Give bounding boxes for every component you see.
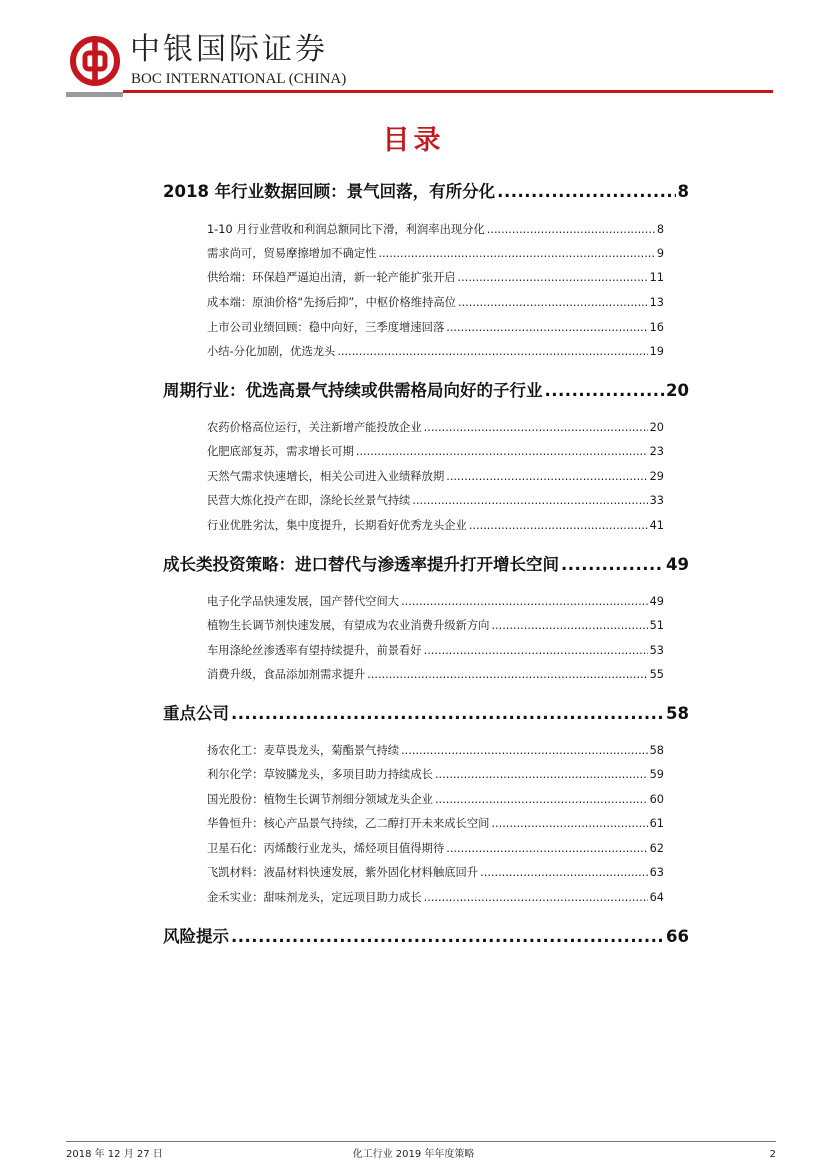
toc-leader (561, 554, 664, 576)
toc-leader (401, 594, 648, 610)
header-accent-bar (66, 92, 123, 97)
toc-item[interactable] (207, 344, 664, 360)
brand-name-cn: 中银国际证券 (130, 32, 328, 67)
toc-item-page: 41 (649, 519, 664, 532)
toc-item-page: 11 (649, 271, 664, 284)
boc-logo-icon (70, 36, 120, 86)
toc-leader (446, 841, 647, 857)
footer-page-number: 2 (769, 1149, 776, 1160)
toc-leader (446, 320, 647, 336)
toc-section[interactable] (163, 554, 689, 576)
toc-item[interactable] (207, 518, 664, 534)
toc-section-page: 58 (666, 704, 689, 723)
toc-item-page: 58 (649, 744, 664, 757)
toc-item-page: 53 (649, 644, 664, 657)
toc-item-page: 19 (649, 345, 664, 358)
toc-section[interactable] (163, 926, 689, 948)
page-title: 目录 (382, 125, 445, 156)
toc-item-title: 需求尚可，贸易摩擦增加不确定性 (207, 247, 377, 260)
toc-leader (424, 890, 648, 906)
toc-item[interactable] (207, 295, 664, 311)
toc-item[interactable] (207, 667, 664, 683)
toc-item-title: 华鲁恒升：核心产品景气持续，乙二醇打开未来成长空间 (207, 817, 490, 830)
toc-item-title: 扬农化工：麦草畏龙头，菊酯景气持续 (207, 744, 400, 757)
toc-section[interactable] (163, 181, 689, 203)
toc-item[interactable] (207, 618, 664, 634)
toc-item-title: 成本端：原油价格“先扬后抑”，中枢价格维持高位 (207, 296, 456, 309)
toc-item-page: 61 (649, 817, 664, 830)
toc-item[interactable] (207, 643, 664, 659)
toc-item-page: 23 (649, 445, 664, 458)
toc-item[interactable] (207, 493, 664, 509)
brand-name-en: BOC INTERNATIONAL (CHINA) (131, 71, 347, 87)
toc-item[interactable] (207, 444, 664, 460)
toc-leader (424, 643, 648, 659)
toc-item-title: 1-10 月行业营收和利润总额同比下滑，利润率出现分化 (207, 223, 485, 236)
toc-item-title: 植物生长调节剂快速发展，有望成为农业消费升级新方向 (207, 619, 490, 632)
toc-item[interactable] (207, 246, 664, 262)
toc-item-title: 消费升级，食品添加剂需求提升 (207, 668, 366, 681)
toc-item-page: 59 (649, 768, 664, 781)
toc-item[interactable] (207, 743, 664, 759)
toc-item-page: 20 (649, 421, 664, 434)
toc-item[interactable] (207, 594, 664, 610)
toc-item-page: 33 (649, 494, 664, 507)
toc-item[interactable] (207, 767, 664, 783)
toc-leader (545, 380, 665, 402)
toc-leader (356, 444, 648, 460)
toc-leader (378, 246, 654, 262)
toc-item[interactable] (207, 792, 664, 808)
toc-section-page: 66 (666, 927, 689, 946)
toc-section-page: 20 (666, 381, 689, 400)
toc-item-page: 13 (649, 296, 664, 309)
toc-item[interactable] (207, 890, 664, 906)
toc-leader (401, 743, 648, 759)
toc-leader (231, 926, 664, 948)
toc-item-title: 国光股份：植物生长调节剂细分领域龙头企业 (207, 793, 433, 806)
footer-date: 2018 年 12 月 27 日 (66, 1149, 163, 1160)
toc-item-page: 60 (649, 793, 664, 806)
toc-section-title: 周期行业：优选高景气持续或供需格局向好的子行业 (163, 381, 543, 400)
toc-item-title: 行业优胜劣汰，集中度提升，长期看好优秀龙头企业 (207, 519, 467, 532)
toc-leader (435, 792, 648, 808)
toc-section[interactable] (163, 703, 689, 725)
toc-item-title: 天然气需求快速增长，相关公司进入业绩释放期 (207, 470, 445, 483)
toc-item[interactable] (207, 841, 664, 857)
toc-leader (480, 865, 647, 881)
toc-item[interactable] (207, 222, 664, 238)
toc-leader (412, 493, 647, 509)
toc-item-title: 车用涤纶丝渗透率有望持续提升，前景看好 (207, 644, 422, 657)
toc-item-page: 64 (649, 891, 664, 904)
toc-item-title: 飞凯材料：液晶材料快速发展，紫外固化材料触底回升 (207, 866, 479, 879)
toc-leader (487, 222, 655, 238)
toc-section-page: 49 (666, 555, 689, 574)
toc-item-page: 62 (649, 842, 664, 855)
toc-item[interactable] (207, 469, 664, 485)
toc-leader (491, 816, 647, 832)
toc-section-page: 8 (677, 182, 689, 201)
toc-item-title: 金禾实业：甜味剂龙头，定远项目助力成长 (207, 891, 422, 904)
toc-leader (367, 667, 647, 683)
toc-item-title: 卫星石化：丙烯酸行业龙头，烯烃项目值得期待 (207, 842, 445, 855)
toc-item[interactable] (207, 270, 664, 286)
toc-item-page: 51 (649, 619, 664, 632)
toc-section-title: 重点公司 (163, 704, 229, 723)
toc-item-page: 8 (656, 223, 664, 236)
toc-leader (435, 767, 648, 783)
toc-item-page: 29 (649, 470, 664, 483)
toc-leader (337, 344, 647, 360)
toc-item[interactable] (207, 320, 664, 336)
toc-item-page: 9 (656, 247, 664, 260)
toc-item-title: 利尔化学：草铵膦龙头，多项目助力持续成长 (207, 768, 433, 781)
toc-item-title: 民营大炼化投产在即，涤纶长丝景气持续 (207, 494, 411, 507)
toc-section-title: 成长类投资策略：进口替代与渗透率提升打开增长空间 (163, 555, 559, 574)
toc-item-page: 49 (649, 595, 664, 608)
toc-leader (446, 469, 647, 485)
toc-item-page: 63 (649, 866, 664, 879)
toc-section[interactable] (163, 380, 689, 402)
toc-leader (458, 295, 648, 311)
toc-section-title: 2018 年行业数据回顾：景气回落，有所分化 (163, 182, 496, 201)
toc-leader (469, 518, 648, 534)
toc-leader (424, 420, 648, 436)
toc-leader (491, 618, 647, 634)
toc-section-title: 风险提示 (163, 927, 229, 946)
toc-item-title: 农药价格高位运行，关注新增产能投放企业 (207, 421, 422, 434)
footer-report-title: 化工行业 2019 年年度策略 (352, 1149, 475, 1160)
header-divider (123, 90, 773, 93)
toc-leader (458, 270, 648, 286)
toc-item-title: 化肥底部复苏，需求增长可期 (207, 445, 354, 458)
footer-divider (66, 1141, 776, 1142)
toc-item[interactable] (207, 420, 664, 436)
toc-item[interactable] (207, 865, 664, 881)
toc-item-title: 小结-分化加剧，优选龙头 (207, 345, 336, 358)
toc-item-title: 上市公司业绩回顾：稳中向好，三季度增速回落 (207, 321, 445, 334)
page-header (0, 0, 827, 100)
toc-item[interactable] (207, 816, 664, 832)
toc-item-title: 供给端：环保趋严逼迫出清，新一轮产能扩张开启 (207, 271, 456, 284)
toc-item-title: 电子化学品快速发展，国产替代空间大 (207, 595, 400, 608)
toc-leader (497, 181, 675, 203)
toc-item-page: 16 (649, 321, 664, 334)
toc-item-page: 55 (649, 668, 664, 681)
toc-leader (231, 703, 664, 725)
